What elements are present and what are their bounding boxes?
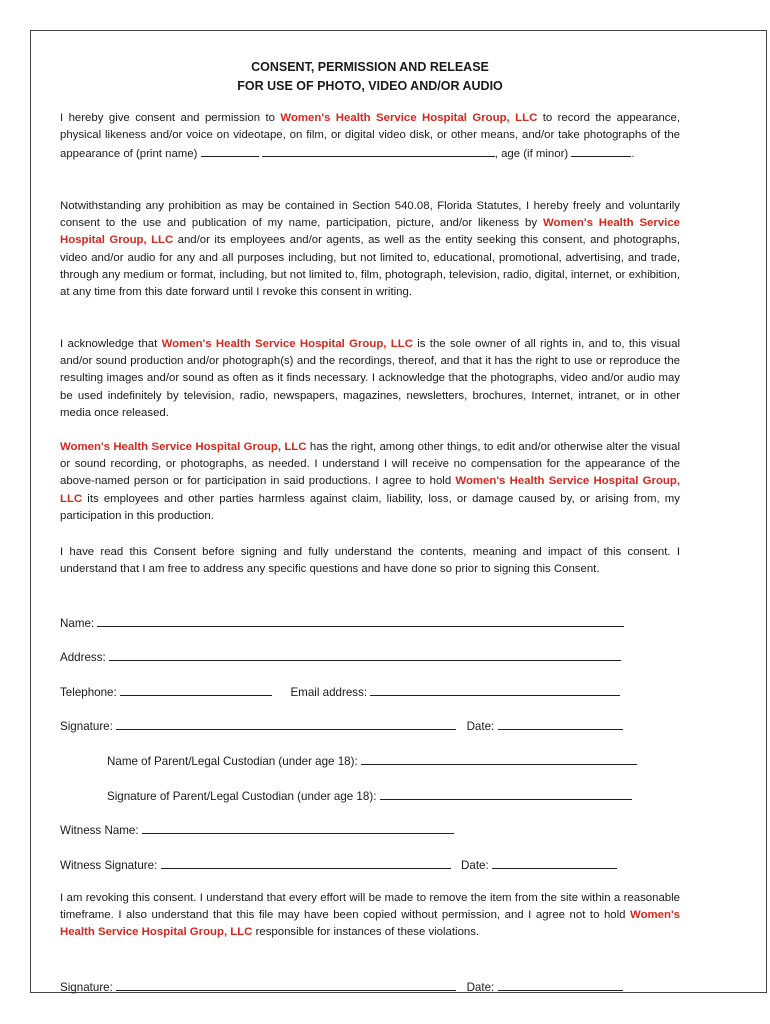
address-field[interactable] [109, 648, 621, 661]
title-line-2: FOR USE OF PHOTO, VIDEO AND/OR AUDIO [237, 79, 503, 93]
revocation-signature-label: Signature: [60, 981, 113, 994]
parent-name-field[interactable] [361, 752, 637, 765]
signature-label: Signature: [60, 720, 113, 733]
print-name-blank-1[interactable] [201, 144, 259, 157]
org-name: Women's Health Service Hospital Group, LLC [161, 338, 413, 350]
date-label: Date: [466, 720, 495, 733]
paragraph-revocation [60, 890, 680, 942]
p1-text-a: I hereby give consent and permission to [60, 112, 275, 124]
witness-name-field[interactable] [142, 821, 454, 834]
name-field[interactable] [97, 614, 624, 627]
org-name: Women's Health Service Hospital Group, LLC [60, 909, 680, 939]
witness-signature-label: Witness Signature: [60, 859, 158, 872]
p2-text-a: Notwithstanding any prohibition as may be contained in Section 540.08, Florida Statutes, I hereby freely and voluntarily consent to the use and publication of my name, participation, picture, and/or likeness by [60, 200, 680, 230]
witness-signature-field[interactable] [161, 856, 451, 869]
p3-text-b: is the sole owner of all rights in, and to, this visual and/or sound production and/or photograph(s) and the recordings, thereof, and that it has the right to use or reproduce the resulting images and/or sound as often as it finds necessary. I acknowledge that the photographs, video and/or audio may be used indefinitely by television, radio, newspapers, magazines, newsletters, brochures, Internet, intranet, or in other media once released. [60, 338, 681, 419]
name-row [60, 614, 680, 632]
revocation-date-field[interactable] [498, 978, 623, 991]
signature-field[interactable] [116, 717, 456, 730]
revocation-date-label: Date: [466, 981, 495, 994]
parent-signature-field[interactable] [380, 787, 632, 800]
witness-date-field[interactable] [492, 856, 617, 869]
telephone-field[interactable] [120, 683, 272, 696]
org-name: Women's Health Service Hospital Group, LLC [60, 475, 680, 505]
p2-text-b: and/or its employees and/or agents, as well as the entity seeking this consent, and photographs, video and/or audio for any and all purposes including, but not limited to, educational, promotional, advertising, and trade, through any medium or format, including, but not limited to, film, photograph, television, radio, digital, internet, or exhibition, at any time from this date forward until I revoke this consent in writing. [60, 234, 680, 299]
parent-name-label: Name of Parent/Legal Custodian (under age 18): [107, 755, 358, 768]
revocation-signature-row [60, 978, 680, 996]
paragraph-consent [60, 110, 680, 164]
p4-text-b: its employees and other parties harmless against claim, liability, loss, or damage caused by, or arising from, my participation in this production. [60, 492, 680, 522]
p1-text-c: , age (if minor) [494, 148, 569, 161]
p1-text-d: . [631, 148, 635, 161]
date-field[interactable] [498, 717, 623, 730]
address-row [60, 648, 680, 666]
org-name: Women's Health Service Hospital Group, LLC [280, 112, 538, 124]
email-label: Email address: [290, 686, 368, 699]
p6-text-a: I am revoking this consent. I understand that every effort will be made to remove the item from the site within a reasonable timeframe. I also understand that this file may have been copied without permission, and I agree not to hold [60, 892, 680, 922]
telephone-label: Telephone: [60, 686, 117, 699]
p3-text-a: I acknowledge that [60, 338, 158, 350]
paragraph-acknowledgement [60, 544, 680, 578]
paragraph-editing-rights [60, 439, 680, 525]
witness-date-label: Date: [461, 859, 489, 872]
p4-text-a: has the right, among other things, to edit and/or otherwise alter the visual or sound recording, or photographs, as needed. I understand I will receive no compensation for the appearance of the above-named person or for participation in said productions. I agree to hold [60, 441, 680, 488]
address-label: Address: [60, 651, 106, 664]
signature-row [60, 717, 680, 735]
print-name-blank-2[interactable] [262, 144, 495, 157]
witness-name-label: Witness Name: [60, 824, 139, 837]
p6-text-b: responsible for instances of these violations. [255, 926, 480, 939]
name-label: Name: [60, 617, 95, 630]
parent-name-row [107, 752, 727, 770]
org-name: Women's Health Service Hospital Group, LLC [60, 441, 307, 453]
p5-text: I have read this Consent before signing and fully understand the contents, meaning and impact of this consent. I understand that I am free to address any specific questions and have done so prior to signing this Consent. [60, 546, 680, 576]
p1-text-b: to record the appearance, physical likeness and/or voice on videotape, on film, or digital video disk, or other means, and/or take photographs of the appearance of (print name) [60, 112, 680, 161]
parent-signature-row [107, 787, 727, 805]
title-line-1: CONSENT, PERMISSION AND RELEASE [251, 60, 489, 74]
email-field[interactable] [370, 683, 620, 696]
witness-name-row [60, 821, 680, 839]
witness-signature-row [60, 856, 680, 874]
document-title [60, 58, 680, 96]
revocation-signature-field[interactable] [116, 978, 456, 991]
paragraph-ownership [60, 336, 680, 422]
paragraph-publication [60, 198, 680, 301]
age-blank[interactable] [571, 144, 631, 157]
org-name: Women's Health Service Hospital Group, LLC [60, 217, 680, 247]
contact-row [60, 683, 680, 701]
parent-signature-label: Signature of Parent/Legal Custodian (under age 18): [107, 790, 377, 803]
